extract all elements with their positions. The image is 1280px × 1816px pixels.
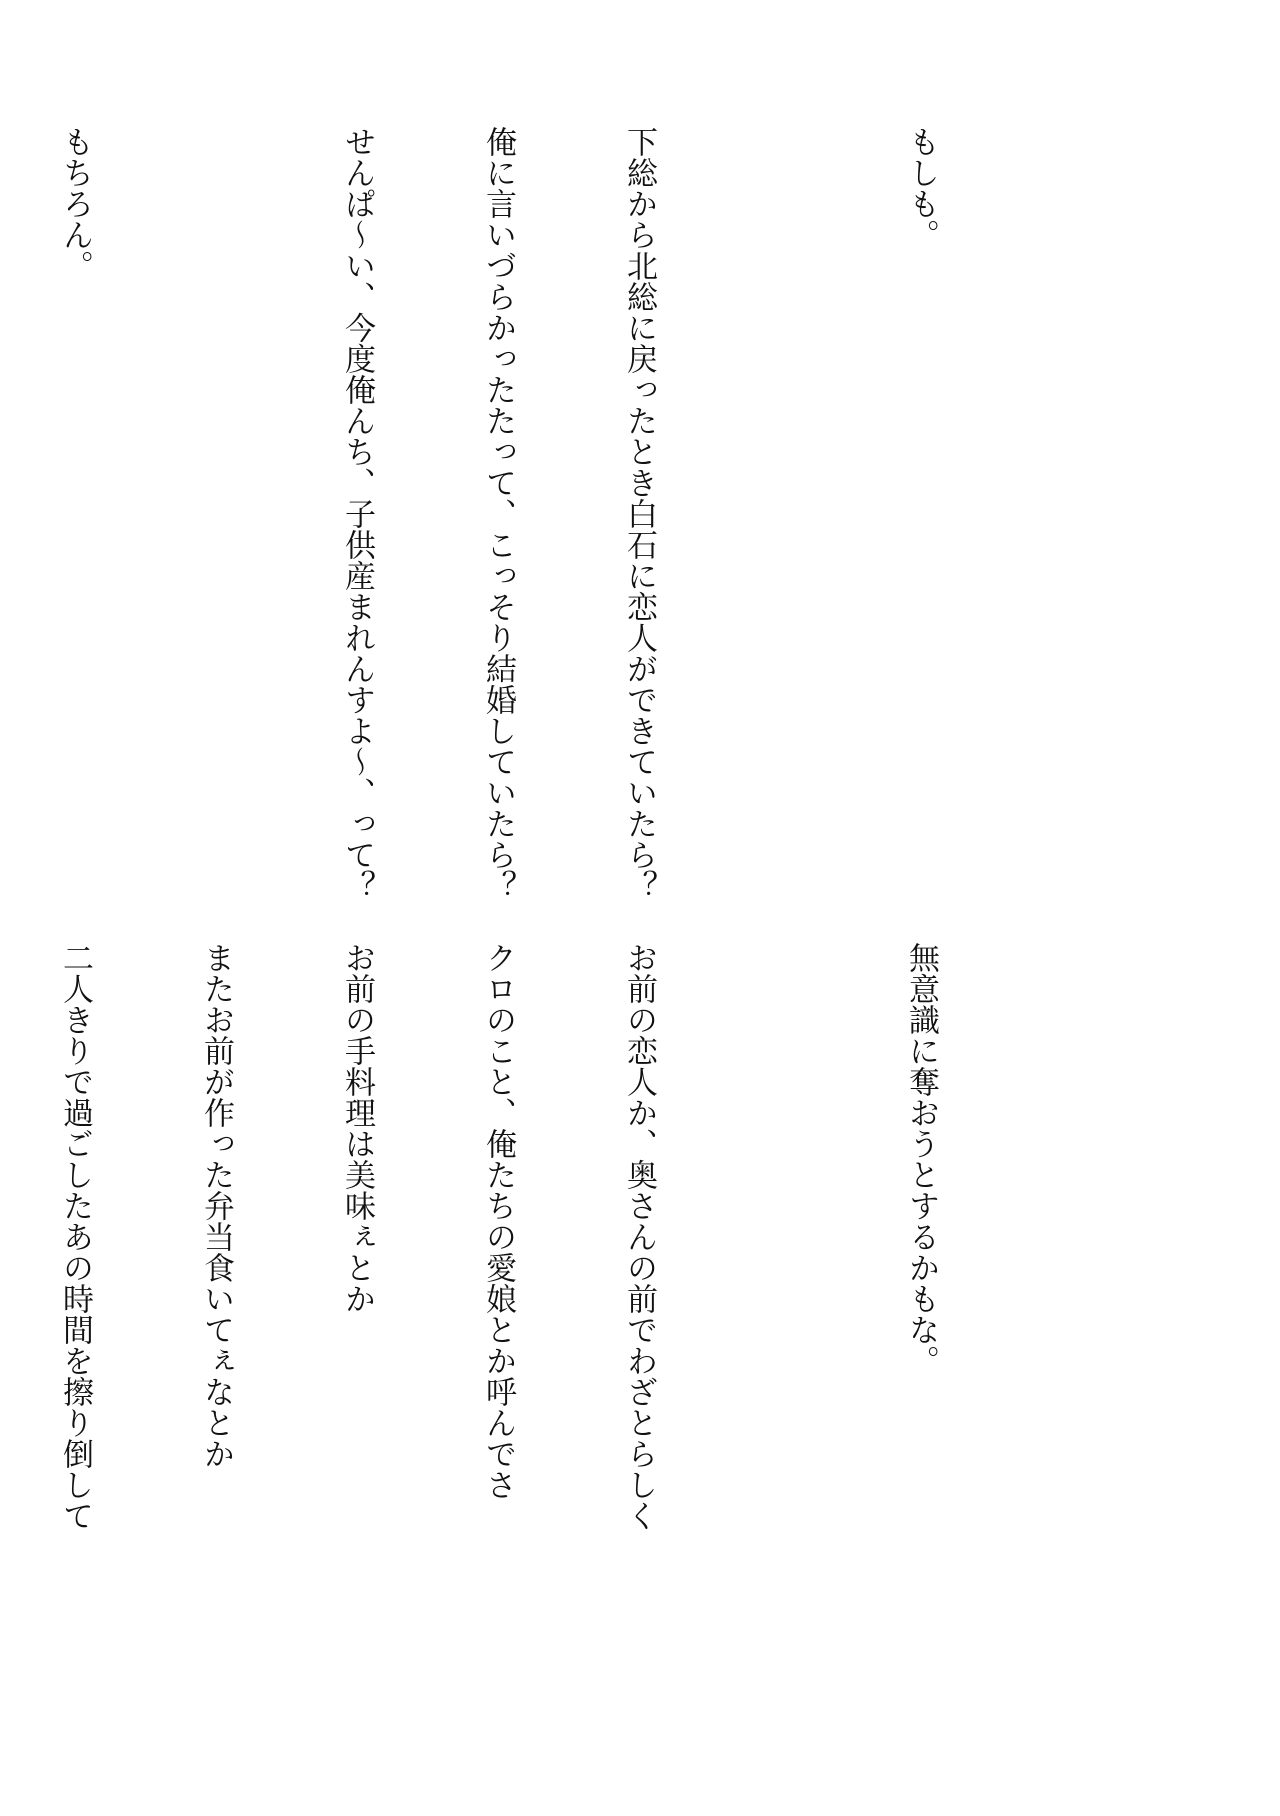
blank-line <box>192 126 239 886</box>
text-line: せんぱ〜い、今度俺んち、子供産まれんすよ〜、って？ <box>339 126 375 901</box>
text-line: クロのこと、俺たちの愛娘とか呼んでさ <box>480 942 516 1500</box>
blank-line <box>756 942 803 1702</box>
text-line: 俺に言いづらかったたって、こっそり結婚していたら？ <box>480 126 516 901</box>
text-line: 下総から北総に戻ったとき白石に恋人ができていたら？ <box>621 126 657 901</box>
text-block-bottom <box>0 942 1038 1702</box>
text-line: 無意識に奪おうとするかもな。 <box>903 942 939 1376</box>
blank-line <box>756 126 803 886</box>
text-line: 二人きりで過ごしたあの時間を擦り倒して <box>57 942 93 1531</box>
text-line: またお前が作った弁当食いてぇなとか <box>198 942 234 1469</box>
text-line: もちろん。 <box>57 126 93 281</box>
text-line: もしも。 <box>903 126 939 250</box>
text-line: お前の手料理は美味ぇとか <box>339 942 375 1314</box>
text-block-top <box>0 126 1038 901</box>
text-line: お前の恋人か、奥さんの前でわざとらしく <box>621 942 657 1531</box>
